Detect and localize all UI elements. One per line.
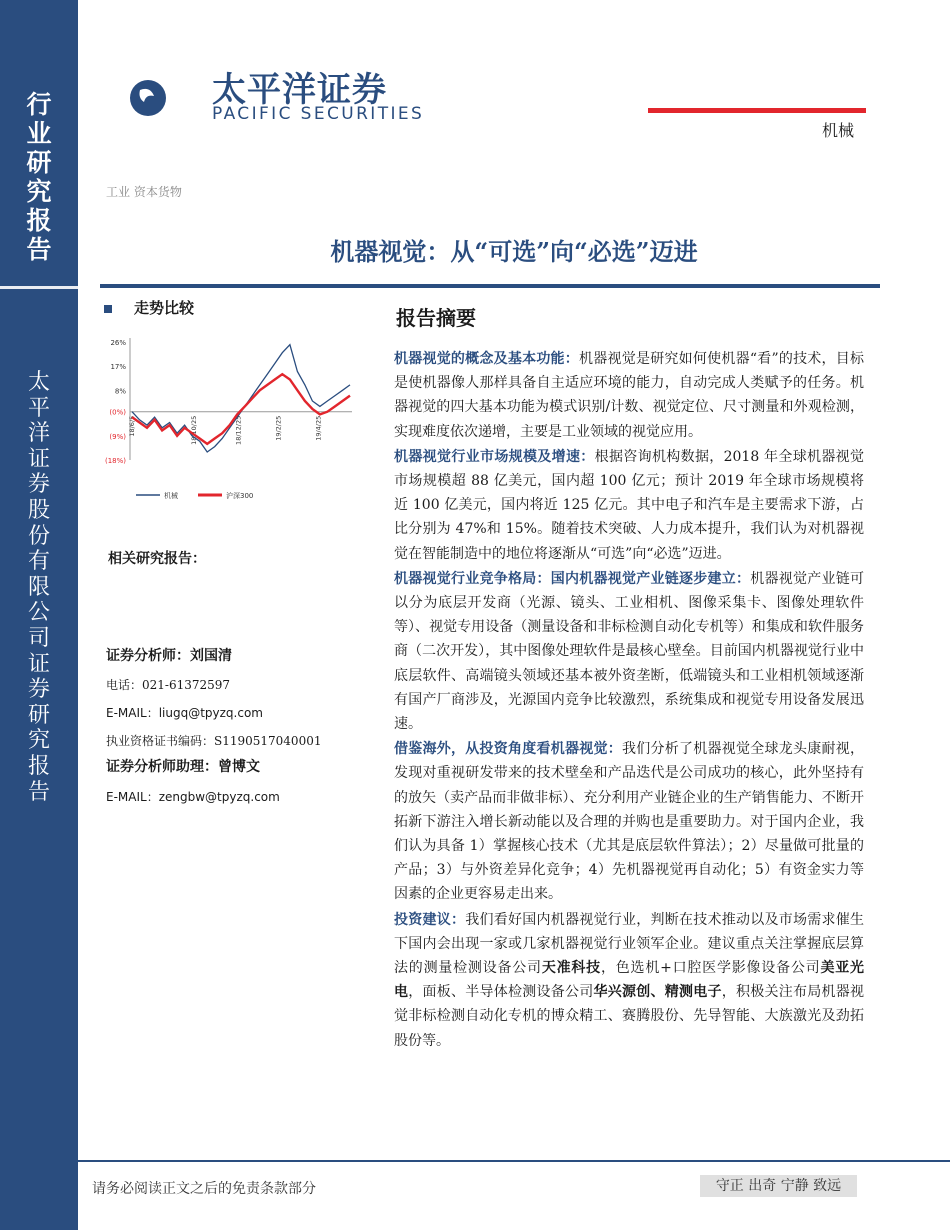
summary-paragraph <box>394 347 864 444</box>
sidebar-divider <box>0 286 78 289</box>
paragraph-lead: 机器视觉的概念及基本功能： <box>394 351 580 367</box>
x-tick-label: 18/10/25 <box>190 415 199 445</box>
company-logo <box>100 20 180 156</box>
report-title: 机器视觉：从“可选”向“必选”迈进 <box>330 237 698 266</box>
summary-paragraph <box>394 737 864 906</box>
x-tick-label: 19/2/25 <box>274 415 283 441</box>
paragraph-lead: 借鉴海外，从投资角度看机器视觉： <box>394 741 622 758</box>
category-label: 工业 资本货物 <box>106 185 182 199</box>
vertical-char: 份 <box>27 523 50 549</box>
vertical-char: 有 <box>27 549 50 575</box>
trend-chart <box>100 330 360 505</box>
vertical-char: 告 <box>27 779 50 805</box>
y-tick-label: (18%) <box>104 457 126 465</box>
sidebar <box>0 0 78 1230</box>
brand-name-cn: 太平洋证券 <box>212 70 387 110</box>
company-highlight: 美亚光电 <box>394 960 865 1001</box>
vertical-char: 研 <box>26 148 52 177</box>
paragraph-lead: 机器视觉行业竞争格局：国内机器视觉产业链逐步建立： <box>394 570 751 587</box>
paragraph-text: 机器视觉产业链可以分为底层开发商（光源、镜头、工业相机、图像采集卡、图像处理软件等）、视觉专用设备（测量设备和非标检测自动化专机等）和集成和软件服务商（二次开发），其中图像处理软件是最核心壁垒。目前国内机器视觉行业中底层软件、高端镜头领域还基本被外资垄断，低端镜头和工业相机领域逐渐有国产厂商涉及，光源国内竞争比较激烈，系统集成和视觉专用设备发展迅速。 <box>394 570 864 733</box>
brand-name-en: PACIFIC SECURITIES <box>212 104 425 124</box>
company-motto: 守正 出奇 宁静 致远 <box>700 1175 857 1197</box>
y-tick-label: (0%) <box>109 408 126 417</box>
summary-paragraph <box>394 908 864 1053</box>
x-tick-label: 18/6/5 <box>128 415 136 437</box>
vertical-char: 股 <box>27 497 50 523</box>
vertical-char: 券 <box>27 677 50 703</box>
vertical-char: 券 <box>27 472 50 498</box>
paragraph-text: 机器视觉是研究如何使机器“看”的技术，目标是使机器像人那样具备自主适应环境的能力，自动完成人类赋予的任务。机器视觉的四大基本功能为模式识别/计数、视觉定位、尺寸测量和外观检测，实现难度依次递增，主要是工业领域的视觉应用。 <box>394 351 864 440</box>
paragraph-lead: 投资建议： <box>394 911 466 928</box>
related-reports-label: 相关研究报告： <box>108 551 206 567</box>
summary-paragraph <box>394 445 864 566</box>
header-accent-bar <box>648 108 866 113</box>
disclaimer-text: 请务必阅读正文之后的免责条款部分 <box>92 1181 316 1197</box>
y-tick-label: 26% <box>110 339 126 347</box>
legend-label: 沪深300 <box>226 492 254 500</box>
vertical-char: 业 <box>26 119 52 148</box>
vertical-char: 限 <box>27 574 50 600</box>
paragraph-lead: 机器视觉行业市场规模及增速： <box>394 448 595 465</box>
bullet-square-icon <box>104 305 112 313</box>
y-tick-label: 17% <box>110 363 126 372</box>
paragraph-text: ，色选机+口腔医学影像设备公司 <box>600 960 821 977</box>
vertical-char: 究 <box>27 728 50 754</box>
summary-heading: 报告摘要 <box>396 306 476 330</box>
x-tick-label: 18/12/25 <box>234 415 243 445</box>
analyst-phone: 电话：021-61372597 <box>106 678 231 692</box>
analyst-email: E-MAIL：liugq@tpyzq.com <box>106 706 263 720</box>
vertical-char: 平 <box>27 395 50 421</box>
assistant-email: E-MAIL：zengbw@tpyzq.com <box>106 790 280 804</box>
paragraph-text: 我们分析了机器视觉全球龙头康耐视，发现对重视研发带来的技术壁垒和产品迭代是公司成功的核心，此外坚持有的放矢（卖产品而非做非标）、充分利用产业链企业的生产销售能力、不断开拓新下游注入增长新动能以及合理的并购也是重要助力。对于国内企业，我们认为具备 1）掌握核心技术（尤其是底层软件算法）；2）尽量做可批量的产品；3）与外资差异化竞争；4）先机器视觉再自动化；5）有资金实力等因素的企业更容易走出来。 <box>394 741 864 903</box>
vertical-char: 公 <box>27 600 50 626</box>
vertical-char: 司 <box>27 625 50 651</box>
vertical-char: 洋 <box>27 421 50 447</box>
paragraph-text: 我们看好国内机器视觉行业，判断在技术推动以及市场需求催生下国内会出现一家或几家机器视觉行业领军企业。建议重点关注掌握底层算法的测量检测设备公司 <box>394 911 864 977</box>
company-highlight: 天准科技 <box>541 960 601 977</box>
vertical-char: 证 <box>27 651 50 677</box>
vertical-char: 报 <box>26 206 52 235</box>
company-name-vertical <box>0 370 78 805</box>
legend-label: 机械 <box>164 492 178 500</box>
analyst-name: 证券分析师：刘国清 <box>106 648 232 664</box>
title-rule <box>100 284 880 288</box>
x-tick-label: 19/4/25 <box>314 415 323 441</box>
trend-heading <box>104 297 194 318</box>
y-tick-label: 8% <box>114 387 126 396</box>
footer-rule <box>78 1160 950 1162</box>
summary-body <box>394 347 864 1054</box>
sector-label: 机械 <box>822 121 855 140</box>
vertical-char: 行 <box>26 90 52 119</box>
doc-type-vertical <box>0 90 78 264</box>
analyst-cert: 执业资格证书编码：S1190517040001 <box>106 734 322 748</box>
trend-heading-text: 走势比较 <box>134 299 195 317</box>
summary-paragraph <box>394 567 864 736</box>
vertical-char: 究 <box>26 177 52 206</box>
vertical-char: 告 <box>26 235 52 264</box>
vertical-char: 报 <box>27 753 50 779</box>
company-highlight: 华兴源创、精测电子 <box>593 984 722 1001</box>
y-tick-label: (9%) <box>109 432 126 441</box>
paragraph-text: ，面板、半导体检测设备公司 <box>408 984 594 1001</box>
assistant-name: 证券分析师助理：曾博文 <box>106 759 260 775</box>
vertical-char: 证 <box>27 446 50 472</box>
paragraph-text: 根据咨询机构数据，2018 年全球机器视觉市场规模超 88 亿美元，国内超 100 亿元；预计 2019 年全球市场规模将近 100 亿美元，国内将近 125 亿元。其中电子和汽车是主要需求下游，占比分别为 47%和 15%。随着技术突破、人力成本提升，我们认为对机器视觉在智能制造中的地位将逐渐从“可选”向“必选”迈进。 <box>394 448 865 562</box>
vertical-char: 太 <box>27 370 50 395</box>
paragraph-text: ，积极关注布局机器视觉非标检测自动化专机的博众精工、赛腾股份、先导智能、大族激光及劲拓股份等。 <box>394 984 864 1049</box>
vertical-char: 研 <box>27 702 50 728</box>
